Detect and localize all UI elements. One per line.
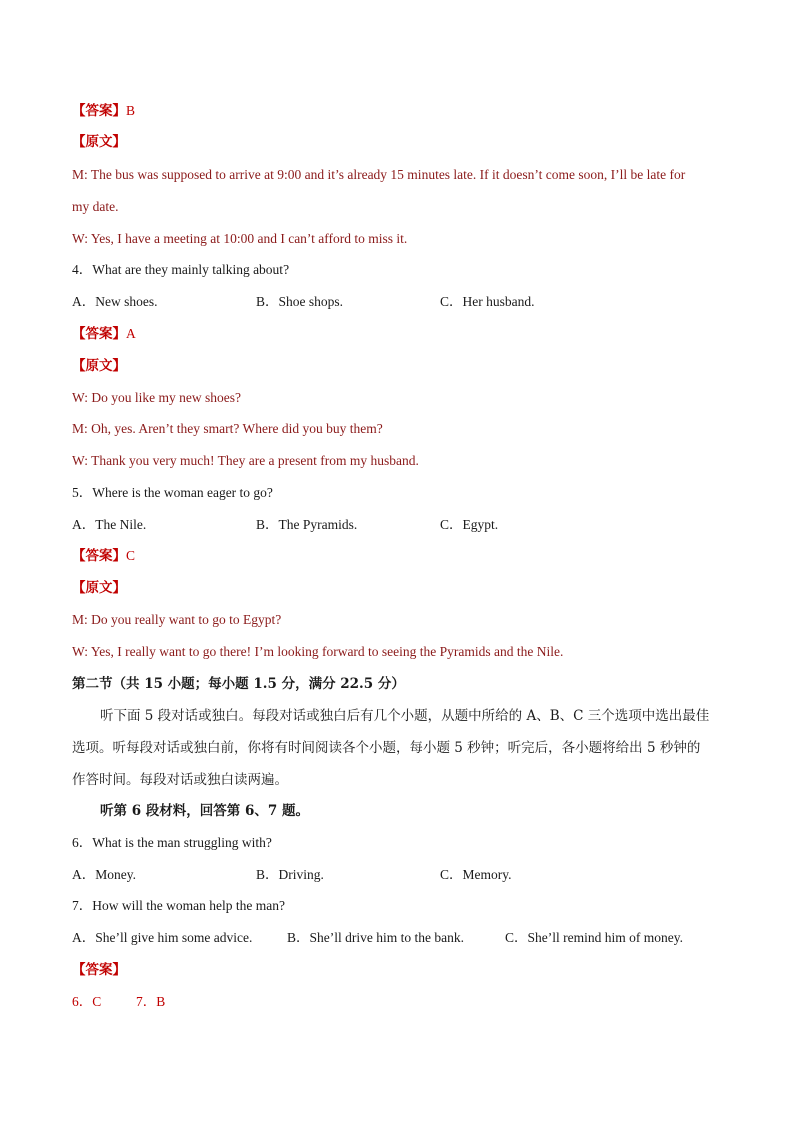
question-4-option-a: A．New shoes. bbox=[72, 294, 158, 309]
answer-tag-6-7: 【答案】 bbox=[72, 962, 126, 977]
section-heading: 第二节（共 15 小题；每小题 1.5 分，满分 22.5 分） bbox=[72, 676, 405, 692]
transcript-3-line2: my date. bbox=[72, 199, 119, 214]
answer-line-4 bbox=[72, 325, 136, 343]
answer-tag: 【答案】 bbox=[72, 326, 126, 341]
question-5-option-b: B．The Pyramids. bbox=[256, 517, 358, 532]
transcript-5-line1: M: Do you really want to go to Egypt? bbox=[72, 612, 282, 627]
answer-value: B bbox=[126, 103, 136, 118]
question-4-stem: 4．What are they mainly talking about? bbox=[72, 262, 290, 277]
question-7-option-a: A．She’ll give him some advice. bbox=[72, 930, 253, 945]
answer-value: C bbox=[126, 548, 136, 563]
transcript-3-line1: M: The bus was supposed to arrive at 9:00 and it’s already 15 minutes late. If it doesn’t come soon, I’ll be late for bbox=[72, 167, 686, 182]
answer-line-3 bbox=[72, 102, 135, 120]
transcript-tag-4: 【原文】 bbox=[72, 358, 126, 373]
answer-tag: 【答案】 bbox=[72, 548, 126, 563]
question-6-option-c: C．Memory. bbox=[440, 867, 512, 882]
question-5-stem: 5．Where is the woman eager to go? bbox=[72, 485, 273, 500]
question-5-option-c: C．Egypt. bbox=[440, 517, 499, 532]
answer-6: 6．C bbox=[72, 994, 102, 1009]
question-5-option-a: A．The Nile. bbox=[72, 517, 147, 532]
transcript-tag-5: 【原文】 bbox=[72, 580, 126, 595]
transcript-tag-3: 【原文】 bbox=[72, 134, 126, 149]
transcript-5-line2: W: Yes, I really want to go there! I’m looking forward to seeing the Pyramids and the Nile. bbox=[72, 644, 564, 659]
instructions-line1: 听下面 5 段对话或独白。每段对话或独白后有几个小题，从题中所给的 A、B、C 三个选项中选出最佳 bbox=[100, 708, 710, 724]
question-7-option-b: B．She’ll drive him to the bank. bbox=[287, 930, 464, 945]
answer-value: A bbox=[126, 326, 136, 341]
question-6-stem: 6．What is the man struggling with? bbox=[72, 835, 272, 850]
question-4-option-b: B．Shoe shops. bbox=[256, 294, 344, 309]
transcript-4-line3: W: Thank you very much! They are a present from my husband. bbox=[72, 453, 419, 468]
question-6-option-b: B．Driving. bbox=[256, 867, 324, 882]
answer-line-5 bbox=[72, 547, 135, 565]
answer-7: 7．B bbox=[136, 994, 166, 1009]
sub-heading: 听第 6 段材料，回答第 6、7 题。 bbox=[100, 803, 309, 819]
question-7-option-c: C．She’ll remind him of money. bbox=[505, 930, 683, 945]
transcript-3-line3: W: Yes, I have a meeting at 10:00 and I can’t afford to miss it. bbox=[72, 231, 408, 246]
question-4-option-c: C．Her husband. bbox=[440, 294, 535, 309]
instructions-line3: 作答时间。每段对话或独白读两遍。 bbox=[72, 772, 288, 788]
question-7-stem: 7．How will the woman help the man? bbox=[72, 898, 285, 913]
question-6-option-a: A．Money. bbox=[72, 867, 136, 882]
transcript-4-line1: W: Do you like my new shoes? bbox=[72, 390, 241, 405]
answer-tag: 【答案】 bbox=[72, 103, 126, 118]
instructions-line2: 选项。听每段对话或独白前，你将有时间阅读各个小题，每小题 5 秒钟；听完后，各小题将给出 5 秒钟的 bbox=[72, 740, 701, 756]
transcript-4-line2: M: Oh, yes. Aren’t they smart? Where did you buy them? bbox=[72, 421, 383, 436]
